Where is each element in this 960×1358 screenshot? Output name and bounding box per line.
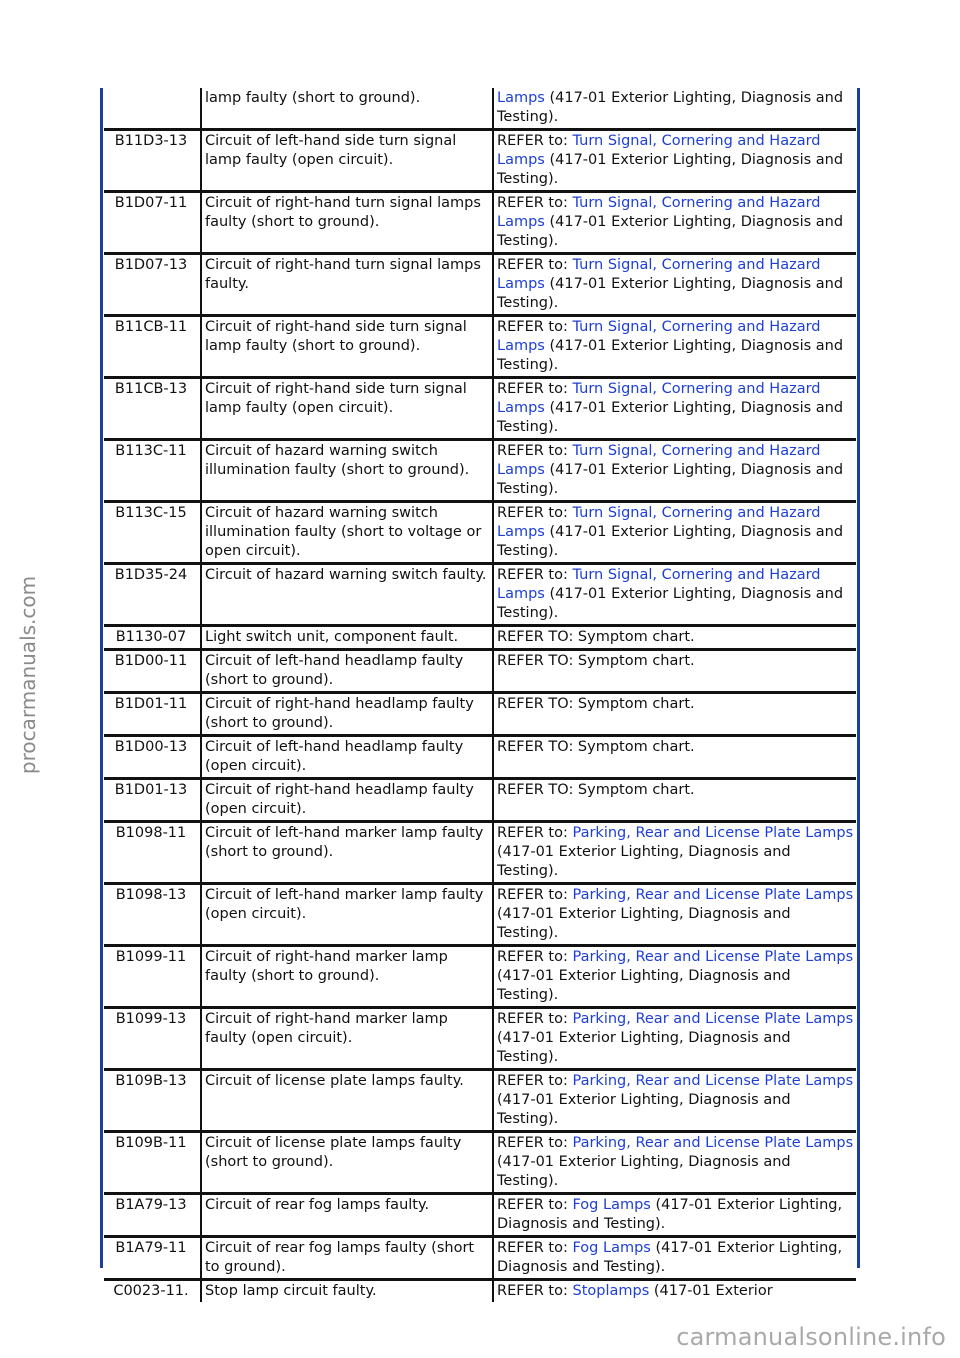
table-row <box>104 88 856 130</box>
dtc-action <box>493 254 856 316</box>
table-row <box>104 779 856 822</box>
refer-prefix: REFER to: <box>497 1073 573 1089</box>
dtc-code: B1D00-13 <box>104 736 201 779</box>
refer-prefix: REFER to: <box>497 1283 573 1299</box>
dtc-action <box>493 1194 856 1237</box>
dtc-action <box>493 1008 856 1070</box>
reference-link[interactable]: Parking, Rear and License Plate Lamps <box>572 1011 854 1027</box>
dtc-description: Circuit of left-hand side turn signal lamp faulty (open circuit). <box>201 130 493 192</box>
reference-detail: (417-01 Exterior <box>649 1283 773 1299</box>
dtc-code: B113C-15 <box>104 502 201 564</box>
refer-prefix: REFER to: <box>497 949 573 965</box>
reference-detail: (417-01 Exterior Lighting, Diagnosis and Testing). <box>497 1240 843 1275</box>
dtc-code: B1A79-11 <box>104 1237 201 1280</box>
refer-prefix: REFER to: <box>497 133 573 149</box>
reference-link[interactable]: Turn Signal, Cornering and Hazard Lamps <box>497 505 821 540</box>
refer-prefix: REFER to: <box>497 195 573 211</box>
dtc-code: B1D01-13 <box>104 779 201 822</box>
table-row <box>104 736 856 779</box>
table-row <box>104 440 856 502</box>
dtc-code: B11D3-13 <box>104 130 201 192</box>
bottom-watermark: carmanualsonline.info <box>676 1323 946 1351</box>
table-row <box>104 130 856 192</box>
table-row <box>104 1194 856 1237</box>
page-number <box>410 1300 490 1312</box>
dtc-description: Stop lamp circuit faulty. <box>201 1280 493 1303</box>
dtc-description: Circuit of left-hand headlamp faulty (short to ground). <box>201 650 493 693</box>
dtc-description: Circuit of license plate lamps faulty (short to ground). <box>201 1132 493 1194</box>
dtc-code: B1099-11 <box>104 946 201 1008</box>
refer-prefix: REFER to: <box>497 1197 573 1213</box>
dtc-code <box>104 88 201 130</box>
dtc-action <box>493 130 856 192</box>
table-row <box>104 378 856 440</box>
dtc-table <box>104 88 856 1302</box>
dtc-code: B109B-11 <box>104 1132 201 1194</box>
dtc-description: Circuit of left-hand marker lamp faulty (open circuit). <box>201 884 493 946</box>
dtc-description: Circuit of right-hand marker lamp faulty (open circuit). <box>201 1008 493 1070</box>
dtc-action <box>493 1070 856 1132</box>
refer-prefix: REFER TO: Symptom chart. <box>497 782 695 798</box>
reference-detail: (417-01 Exterior Lighting, Diagnosis and Testing). <box>497 1154 791 1189</box>
table-right-rule <box>857 88 860 1268</box>
side-watermark <box>8 560 48 790</box>
table-row <box>104 192 856 254</box>
dtc-description: Circuit of hazard warning switch illumination faulty (short to voltage or open circuit). <box>201 502 493 564</box>
reference-link[interactable]: Lamps <box>497 90 545 106</box>
dtc-description: Circuit of right-hand headlamp faulty (short to ground). <box>201 693 493 736</box>
refer-prefix: REFER to: <box>497 1240 573 1256</box>
dtc-action <box>493 316 856 378</box>
refer-prefix: REFER to: <box>497 887 573 903</box>
dtc-description: Circuit of right-hand side turn signal lamp faulty (short to ground). <box>201 316 493 378</box>
refer-prefix: REFER to: <box>497 319 573 335</box>
dtc-description: Light switch unit, component fault. <box>201 626 493 650</box>
dtc-code: B109B-13 <box>104 1070 201 1132</box>
table-left-rule <box>100 88 103 1268</box>
dtc-description: Circuit of rear fog lamps faulty (short to ground). <box>201 1237 493 1280</box>
dtc-action <box>493 626 856 650</box>
reference-link[interactable]: Turn Signal, Cornering and Hazard Lamps <box>497 567 821 602</box>
refer-prefix: REFER to: <box>497 443 573 459</box>
reference-detail: (417-01 Exterior Lighting, Diagnosis and Testing). <box>497 462 844 497</box>
refer-prefix: REFER TO: Symptom chart. <box>497 739 695 755</box>
dtc-action <box>493 650 856 693</box>
dtc-action <box>493 1237 856 1280</box>
table-row <box>104 1070 856 1132</box>
dtc-description: Circuit of hazard warning switch faulty. <box>201 564 493 626</box>
table-row <box>104 1008 856 1070</box>
reference-detail: (417-01 Exterior Lighting, Diagnosis and Testing). <box>497 276 844 311</box>
reference-link[interactable]: Parking, Rear and License Plate Lamps <box>572 887 854 903</box>
dtc-action <box>493 564 856 626</box>
reference-detail: (417-01 Exterior Lighting, Diagnosis and Testing). <box>497 338 844 373</box>
dtc-description: Circuit of left-hand headlamp faulty (open circuit). <box>201 736 493 779</box>
dtc-description: Circuit of rear fog lamps faulty. <box>201 1194 493 1237</box>
table-row <box>104 1280 856 1303</box>
reference-detail: (417-01 Exterior Lighting, Diagnosis and Testing). <box>497 1197 843 1232</box>
table-row <box>104 254 856 316</box>
reference-detail: (417-01 Exterior Lighting, Diagnosis and Testing). <box>497 1092 791 1127</box>
dtc-description: Circuit of right-hand headlamp faulty (open circuit). <box>201 779 493 822</box>
dtc-code: B113C-11 <box>104 440 201 502</box>
reference-link[interactable]: Parking, Rear and License Plate Lamps <box>572 1135 854 1151</box>
dtc-table-frame <box>100 88 860 1299</box>
dtc-description: lamp faulty (short to ground). <box>201 88 493 130</box>
dtc-description: Circuit of right-hand turn signal lamps faulty. <box>201 254 493 316</box>
dtc-action <box>493 192 856 254</box>
refer-prefix: REFER TO: Symptom chart. <box>497 653 695 669</box>
dtc-table-body <box>104 88 856 1302</box>
side-watermark-text: procarmanuals.com <box>16 575 40 775</box>
refer-prefix: REFER to: <box>497 567 573 583</box>
reference-detail: (417-01 Exterior Lighting, Diagnosis and Testing). <box>497 214 844 249</box>
reference-detail: (417-01 Exterior Lighting, Diagnosis and Testing). <box>497 1030 791 1065</box>
table-row <box>104 316 856 378</box>
reference-link[interactable]: Stoplamps <box>572 1283 650 1299</box>
dtc-code: B1D35-24 <box>104 564 201 626</box>
dtc-description: Circuit of hazard warning switch illumination faulty (short to ground). <box>201 440 493 502</box>
table-row <box>104 822 856 884</box>
reference-detail: (417-01 Exterior Lighting, Diagnosis and Testing). <box>497 152 844 187</box>
dtc-code: B1A79-13 <box>104 1194 201 1237</box>
refer-prefix: REFER TO: Symptom chart. <box>497 696 695 712</box>
reference-link[interactable]: Turn Signal, Cornering and Hazard Lamps <box>497 443 821 478</box>
reference-detail: (417-01 Exterior Lighting, Diagnosis and Testing). <box>497 586 844 621</box>
dtc-action <box>493 946 856 1008</box>
dtc-action <box>493 884 856 946</box>
dtc-action <box>493 1132 856 1194</box>
dtc-code: C0023-11. <box>113 1283 189 1299</box>
table-row <box>104 564 856 626</box>
table-row <box>104 884 856 946</box>
table-row <box>104 626 856 650</box>
reference-link[interactable]: Parking, Rear and License Plate Lamps <box>572 949 854 965</box>
reference-detail: (417-01 Exterior Lighting, Diagnosis and Testing). <box>497 524 844 559</box>
dtc-code: B1D01-11 <box>104 693 201 736</box>
dtc-code: B1D00-11 <box>104 650 201 693</box>
table-row <box>104 1132 856 1194</box>
dtc-code: B1130-07 <box>104 626 201 650</box>
dtc-code: B1D07-11 <box>104 192 201 254</box>
dtc-code: B1D07-13 <box>104 254 201 316</box>
dtc-description: Circuit of right-hand turn signal lamps faulty (short to ground). <box>201 192 493 254</box>
dtc-code: B1098-13 <box>104 884 201 946</box>
table-row <box>104 650 856 693</box>
dtc-description: Circuit of right-hand side turn signal lamp faulty (open circuit). <box>201 378 493 440</box>
reference-link[interactable]: Turn Signal, Cornering and Hazard Lamps <box>497 257 821 292</box>
reference-link[interactable]: Parking, Rear and License Plate Lamps <box>572 825 854 841</box>
dtc-action <box>493 1280 856 1303</box>
dtc-code: B11CB-11 <box>104 316 201 378</box>
dtc-code: B1098-11 <box>104 822 201 884</box>
dtc-description: Circuit of left-hand marker lamp faulty (short to ground). <box>201 822 493 884</box>
refer-prefix: REFER to: <box>497 1135 573 1151</box>
reference-detail: (417-01 Exterior Lighting, Diagnosis and Testing). <box>497 90 844 125</box>
reference-link[interactable]: Turn Signal, Cornering and Hazard Lamps <box>497 319 821 354</box>
dtc-description: Circuit of license plate lamps faulty. <box>201 1070 493 1132</box>
dtc-description: Circuit of right-hand marker lamp faulty (short to ground). <box>201 946 493 1008</box>
reference-link[interactable]: Turn Signal, Cornering and Hazard Lamps <box>497 133 821 168</box>
table-row <box>104 502 856 564</box>
dtc-action <box>493 378 856 440</box>
dtc-action <box>493 440 856 502</box>
reference-detail: (417-01 Exterior Lighting, Diagnosis and Testing). <box>497 400 844 435</box>
reference-link[interactable]: Fog Lamps <box>572 1240 651 1256</box>
dtc-action <box>493 779 856 822</box>
refer-prefix: REFER to: <box>497 1011 573 1027</box>
refer-prefix: REFER to: <box>497 825 573 841</box>
reference-detail: (417-01 Exterior Lighting, Diagnosis and Testing). <box>497 906 791 941</box>
dtc-code: B1099-13 <box>104 1008 201 1070</box>
dtc-action <box>493 822 856 884</box>
table-row <box>104 946 856 1008</box>
dtc-action <box>493 693 856 736</box>
dtc-action <box>493 502 856 564</box>
reference-link[interactable]: Turn Signal, Cornering and Hazard Lamps <box>497 195 821 230</box>
reference-detail: (417-01 Exterior Lighting, Diagnosis and Testing). <box>497 968 791 1003</box>
refer-prefix: REFER to: <box>497 257 573 273</box>
refer-prefix: REFER to: <box>497 381 573 397</box>
table-row <box>104 693 856 736</box>
reference-link[interactable]: Fog Lamps <box>572 1197 651 1213</box>
reference-detail: (417-01 Exterior Lighting, Diagnosis and Testing). <box>497 844 791 879</box>
reference-link[interactable]: Parking, Rear and License Plate Lamps <box>572 1073 854 1089</box>
table-row <box>104 1237 856 1280</box>
reference-link[interactable]: Turn Signal, Cornering and Hazard Lamps <box>497 381 821 416</box>
refer-prefix: REFER to: <box>497 505 573 521</box>
dtc-action <box>493 88 856 130</box>
dtc-code: B11CB-13 <box>104 378 201 440</box>
refer-prefix: REFER TO: Symptom chart. <box>497 629 695 645</box>
dtc-action <box>493 736 856 779</box>
